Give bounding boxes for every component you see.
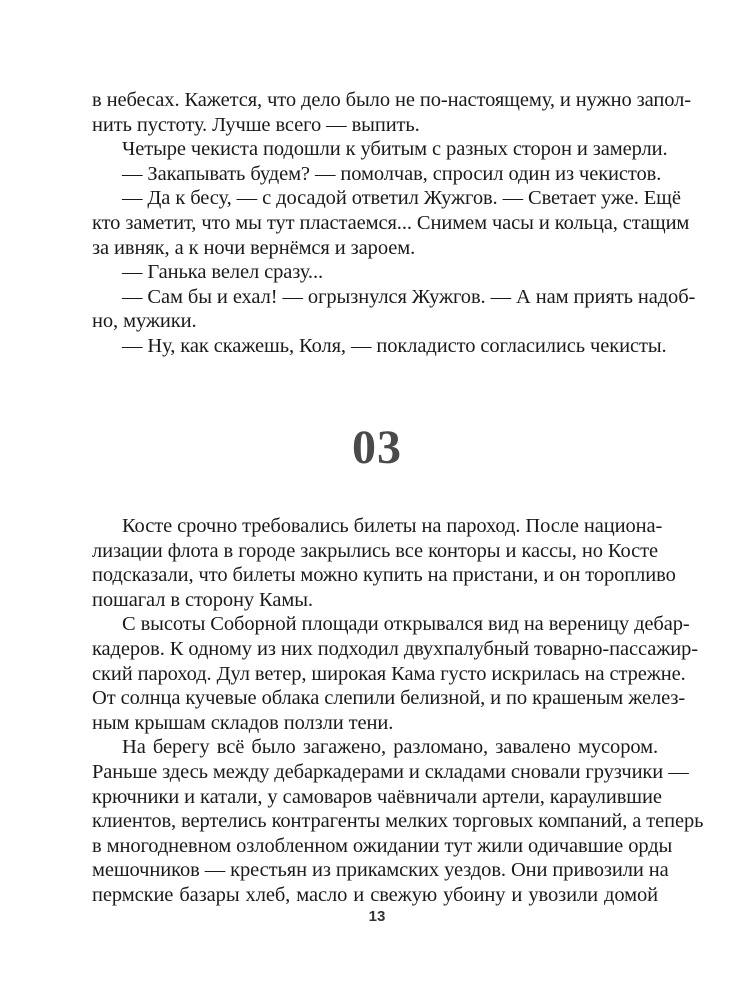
text-line: кадеров. К одному из них подходил двухпалубный товарно-пассажир- — [92, 637, 699, 660]
text-line: Четыре чекиста подошли к убитым с разных сторон и замерли. — [122, 138, 668, 161]
text-line: в многодневном озлобленном ожидании тут жили одичавшие орды — [92, 834, 673, 857]
text-line: — Закапывать будем? — помолчав, спросил один из чекистов. — [122, 162, 662, 185]
text-line: На берегу всё было загажено, разломано, завалено мусором. — [122, 736, 658, 759]
text-line: От солнца кучевые облака слепили белизной, и по крашеным желез- — [92, 687, 686, 710]
text-line: крючники и катали, у самоваров чаёвничали артели, караулившие — [92, 785, 662, 808]
text-line: подсказали, что билеты можно купить на пристани, и он торопливо — [92, 564, 676, 587]
text-line: мешочников — крестьян из прикамских уездов. Они привозили на — [92, 859, 669, 882]
text-line: нить пустоту. Лучше всего — выпить. — [92, 113, 420, 136]
text-line: — Ганька велел сразу... — [122, 261, 323, 284]
text-block-top — [92, 88, 696, 359]
text-line: ский пароход. Дул ветер, широкая Кама густо искрилась на стрежне. — [92, 662, 686, 685]
text-line: Косте срочно требовались билеты на пароход. После национа- — [122, 515, 663, 537]
text-line: Раньше здесь между дебаркадерами и складами сновали грузчики — — [92, 760, 689, 783]
text-line: кто заметит, что мы тут пластаемся... Снимем часы и кольца, стащим — [92, 211, 690, 234]
text-line: — Сам бы и ехал! — огрызнулся Жужгов. — А нам приять надоб- — [122, 285, 696, 308]
text-line: пошагал в сторону Камы. — [92, 588, 313, 611]
text-line: — Да к бесу, — с досадой ответил Жужгов. — Светает уже. Ещё — [122, 187, 681, 210]
text-line: пермские базары хлеб, масло и свежую убоину и увозили домой — [92, 883, 658, 906]
text-line: ным крышам складов ползли тени. — [92, 711, 394, 734]
text-line: клиентов, вертелись контрагенты мелких торговых компаний, а теперь — [92, 810, 704, 833]
text-line: — Ну, как скажешь, Коля, — покладисто согласились чекисты. — [122, 334, 667, 357]
text-line: С высоты Соборной площади открывался вид на вереницу дебар- — [122, 613, 690, 636]
text-line: но, мужики. — [92, 310, 197, 333]
text-line: в небесах. Кажется, что дело было не по-настоящему, и нужно запол- — [92, 89, 691, 111]
chapter-number: 03 — [352, 421, 402, 474]
text-line: за ивняк, а к ночи вернёмся и зароем. — [92, 236, 416, 259]
text-block-bottom — [92, 514, 704, 908]
page-number: 13 — [368, 908, 386, 925]
text-line: лизации флота в городе закрылись все конторы и кассы, но Косте — [92, 539, 658, 562]
